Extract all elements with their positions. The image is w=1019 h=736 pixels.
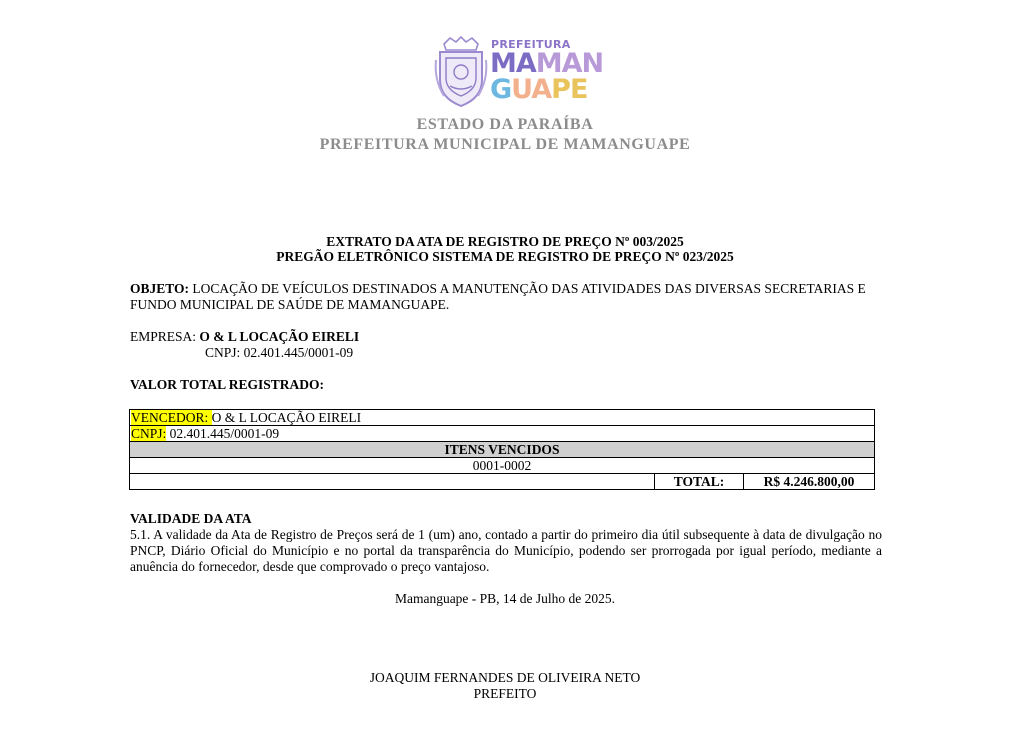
empty-cell [130,474,655,490]
prefeitura-logo [432,36,604,110]
table-row [130,426,875,442]
validade-text: 5.1. A validade da Ata de Registro de Preços será de 1 (um) ano, contado a partir do primeiro dia útil subsequente à data de divulgação no PNCP, Diário Oficial do Município e no portal da transparência do Município, podendo ser prorrogada por igual período, mediante a anuência do fornecedor, desde que comprovado o preço vantajoso. [130,527,882,574]
empresa-line [130,329,882,345]
objeto-paragraph [130,281,882,313]
document-subtitle: PREGÃO ELETRÔNICO SISTEMA DE REGISTRO DE PREÇO Nº 023/2025 [276,249,734,264]
coat-of-arms-icon [432,36,490,108]
prefeitura-name: PREFEITURA MUNICIPAL DE MAMANGUAPE [319,136,691,153]
vencedor-table [129,409,875,490]
cnpj-value: 02.401.445/0001-09 [166,426,280,441]
table-row [130,442,875,458]
empresa-label: EMPRESA: [130,329,200,344]
signature-name: JOAQUIM FERNANDES DE OLIVEIRA NETO [369,670,641,685]
empresa-name: O & L LOCAÇÃO EIRELI [199,329,360,344]
objeto-text: LOCAÇÃO DE VEÍCULOS DESTINADOS A MANUTENÇÃO DAS ATIVIDADES DAS DIVERSAS SECRETARIAS E FUNDO MUNICIPAL DE SAÚDE DE MAMANGUAPE. [130,281,866,312]
vencedor-cell [130,410,875,426]
valor-total-label: VALOR TOTAL REGISTRADO: [130,377,325,392]
date-line: Mamanguape - PB, 14 de Julho de 2025. [394,591,616,606]
empresa-cnpj: CNPJ: 02.401.445/0001-09 [205,345,354,360]
itens-value: 0001-0002 [130,458,875,474]
cnpj-cell [130,426,875,442]
signature-role: PREFEITO [473,686,537,701]
document-title: EXTRATO DA ATA DE REGISTRO DE PREÇO Nº 003/2025 [326,234,684,249]
itens-header: ITENS VENCIDOS [130,442,875,458]
total-label: TOTAL: [655,474,744,490]
vencedor-value: O & L LOCAÇÃO EIRELI [211,410,362,425]
validade-title: VALIDADE DA ATA [130,511,252,526]
logo-line-1: MAMAN [490,48,604,79]
table-row [130,410,875,426]
logo-line-2: GUAPE [490,74,588,105]
vencedor-label: VENCEDOR: [131,410,212,425]
objeto-label: OBJETO: [130,281,190,296]
table-row [130,458,875,474]
total-value: R$ 4.246.800,00 [744,474,875,490]
state-name: ESTADO DA PARAÍBA [416,116,594,133]
logo-small-text: PREFEITURA [491,38,571,51]
cnpj-label: CNPJ: [131,426,167,441]
table-row [130,474,875,490]
